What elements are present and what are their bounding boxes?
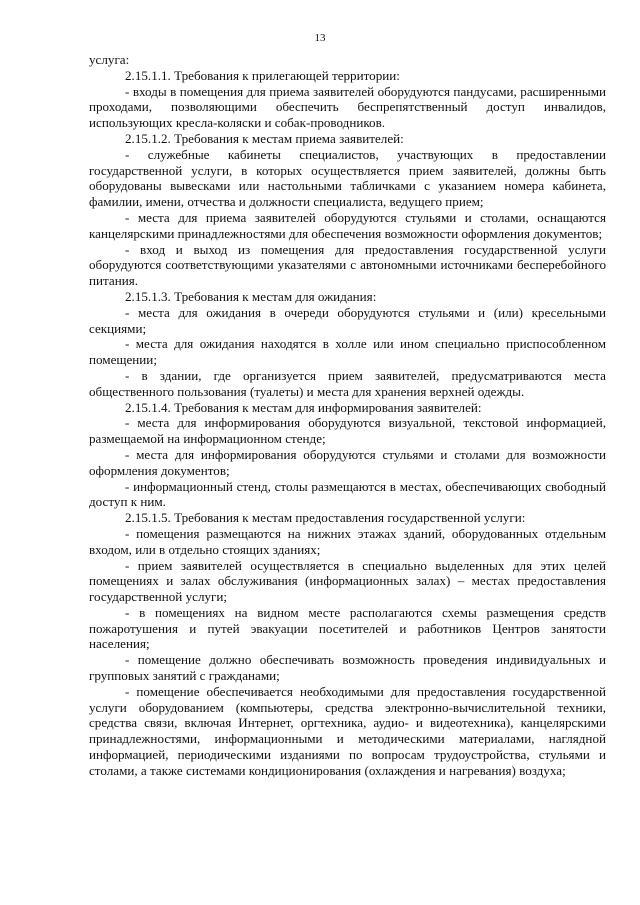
section-heading-2-15-1-4: 2.15.1.4. Требования к местам для информирования заявителей: <box>125 399 482 415</box>
document-body <box>89 52 606 779</box>
list-item: - помещение должно обеспечивать возможность проведения индивидуальных и групповых занятий с гражданами; <box>89 652 606 684</box>
list-item: - места для информирования оборудуются визуальной, текстовой информацией, размещаемой на информационном стенде; <box>89 415 606 447</box>
list-item: - вход и выход из помещения для предоставления государственной услуги оборудуются соответствующими указателями с автономными источниками бесперебойного питания. <box>89 241 606 289</box>
list-item: - места для информирования оборудуются стульями и столами для возможности оформления документов; <box>89 446 606 478</box>
page-number: 13 <box>314 32 326 44</box>
list-item: - места для ожидания в очереди оборудуются стульями и (или) кресельными секциями; <box>89 304 606 336</box>
section-heading-2-15-1-3: 2.15.1.3. Требования к местам для ожидания: <box>125 288 377 304</box>
list-item: - прием заявителей осуществляется в специально выделенных для этих целей помещениях и залах обслуживания (информационных залах) – местах предоставления государственной услуги; <box>89 557 606 605</box>
list-item: - места для ожидания находятся в холле или ином специально приспособленном помещении; <box>89 336 606 368</box>
section-heading-2-15-1-1: 2.15.1.1. Требования к прилегающей территории: <box>125 67 400 83</box>
list-item: - в здании, где организуется прием заявителей, предусматриваются места общественного пользования (туалеты) и места для хранения верхней одежды. <box>89 367 606 399</box>
list-item: - места для приема заявителей оборудуются стульями и столами, оснащаются канцелярскими принадлежностями для обеспечения возможности оформления документов; <box>89 209 606 241</box>
list-item: - помещение обеспечивается необходимыми для предоставления государственной услуги оборудованием (компьютеры, средства электронно-вычислительной техники, средства связи, включая Интернет, оргтехника, аудио- и видеотехника), канцелярскими принадлежностями, информационными и методическими материалами, наглядной информацией, периодическими изданиями по вопросам трудоустройства, стульями и столами, а также системами кондиционирования (охлаждения и нагревания) воздуха; <box>89 683 606 778</box>
list-item: - в помещениях на видном месте располагаются схемы размещения средств пожаротушения и путей эвакуации посетителей и работников Центров занятости населения; <box>89 604 606 652</box>
list-item: - служебные кабинеты специалистов, участвующих в предоставлении государственной услуги, в которых осуществляется прием заявителей, должны быть оборудованы вывесками или настольными табличками с указанием номера кабинета, фамилии, имени, отчества и должности специалиста, ведущего прием; <box>89 146 606 210</box>
list-item: - входы в помещения для приема заявителей оборудуются пандусами, расширенными проходами, позволяющими обеспечить беспрепятственный доступ инвалидов, использующих кресла-коляски и собак-проводников. <box>89 83 606 131</box>
list-item: - помещения размещаются на нижних этажах зданий, оборудованных отдельным входом, или в отдельно стоящих зданиях; <box>89 525 606 557</box>
section-heading-2-15-1-5: 2.15.1.5. Требования к местам предоставления государственной услуги: <box>125 510 526 526</box>
section-heading-2-15-1-2: 2.15.1.2. Требования к местам приема заявителей: <box>125 130 404 146</box>
list-item: - информационный стенд, столы размещаются в местах, обеспечивающих свободный доступ к ним. <box>89 478 606 510</box>
paragraph-continuation: услуга: <box>89 52 130 67</box>
